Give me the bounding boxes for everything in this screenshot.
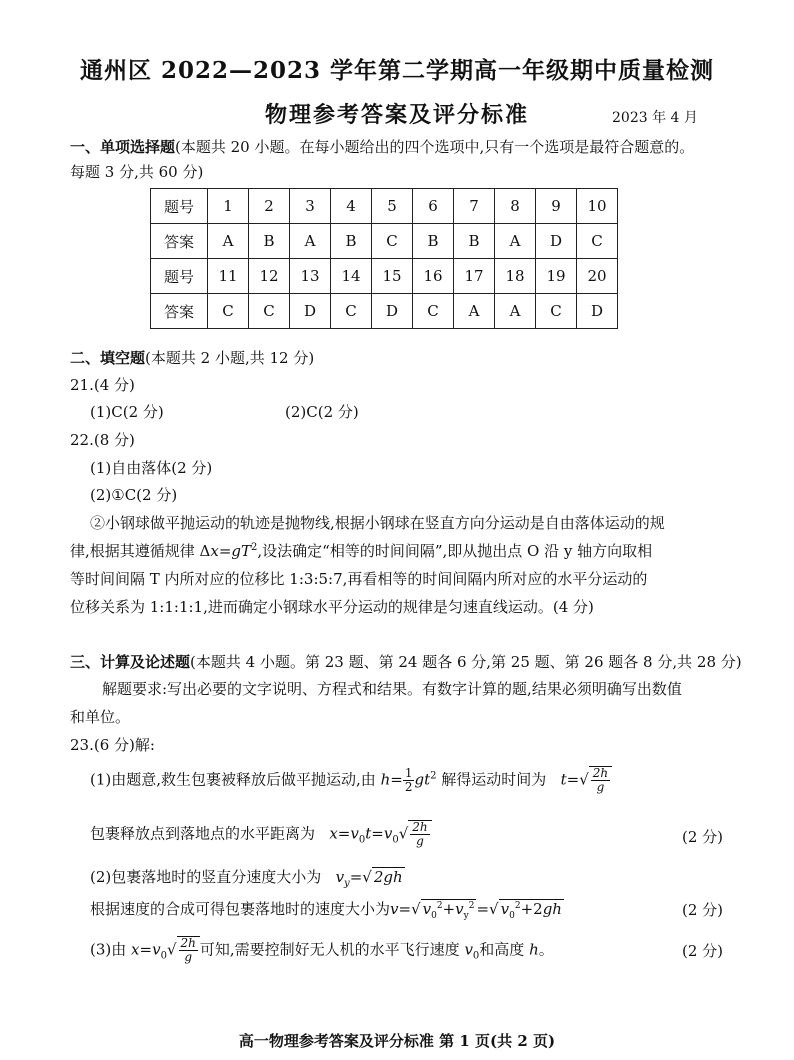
table-row xyxy=(151,224,618,259)
question-number: 3 xyxy=(290,189,331,224)
row-label: 答案 xyxy=(151,224,208,259)
score: (2 分) xyxy=(682,901,724,919)
page-subtitle: 物理参考答案及评分标准 xyxy=(264,102,529,128)
formula-fraction: $\frac{1}{2}$ xyxy=(404,766,413,794)
q22-heading: 22.(8 分) xyxy=(70,431,135,449)
answer-cell: C xyxy=(331,294,372,329)
table-row xyxy=(151,259,618,294)
formula: gT xyxy=(231,542,252,560)
question-number: 20 xyxy=(577,259,618,294)
q23-heading: 23.(6 分)解: xyxy=(70,736,155,754)
page-title: 通州区 2022—2023 学年第二学期高一年级期中质量检测 xyxy=(79,57,715,84)
answer-cell: D xyxy=(372,294,413,329)
question-number: 17 xyxy=(454,259,495,294)
section2-heading: 二、填空题 xyxy=(70,349,146,367)
table-row xyxy=(151,189,618,224)
answer-cell: B xyxy=(331,224,372,259)
formula: x xyxy=(210,542,219,560)
q21-heading: 21.(4 分) xyxy=(70,376,135,394)
section3-heading: 三、计算及论述题 xyxy=(70,653,191,671)
answer-cell: A xyxy=(208,224,249,259)
q22-text: 律,根据其遵循规律 Δ xyxy=(70,542,211,560)
answer-cell: A xyxy=(495,224,536,259)
q22-paragraph-line: ②小钢球做平抛运动的轨迹是抛物线,根据小钢球在竖直方向分运动是自由落体运动的规 xyxy=(90,514,665,532)
q23-text: 根据速度的合成可得包裹落地时的速度大小为 xyxy=(90,900,391,918)
answer-cell: A xyxy=(290,224,331,259)
answer-cell: B xyxy=(413,224,454,259)
section1-desc2: 每题 3 分,共 60 分) xyxy=(70,163,204,181)
q23-text: 解得运动时间为 xyxy=(441,770,547,789)
q22-answer-1: (1)自由落体(2 分) xyxy=(90,459,213,477)
question-number: 4 xyxy=(331,189,372,224)
section1-heading-line xyxy=(70,136,694,157)
question-number: 11 xyxy=(208,259,249,294)
q23-line-1: (1)由题意,救生包裹被释放后做平抛运动,由 h= $\frac{1}{2}$ $gt^2$ 解得运动时间为 t=√ $\frac{2h}{g}$ xyxy=(90,766,612,794)
answer-cell: C xyxy=(372,224,413,259)
answer-cell: B xyxy=(454,224,495,259)
score: (2 分) xyxy=(682,942,724,960)
question-number: 9 xyxy=(536,189,577,224)
question-number: 13 xyxy=(290,259,331,294)
formula: $v_y$ xyxy=(335,868,350,889)
question-number: 14 xyxy=(331,259,372,294)
question-number: 12 xyxy=(249,259,290,294)
q23-text: (1)由题意,救生包裹被释放后做平抛运动,由 xyxy=(90,770,376,789)
question-number: 18 xyxy=(495,259,536,294)
question-number: 1 xyxy=(208,189,249,224)
answer-cell: C xyxy=(536,294,577,329)
requirements-line: 和单位。 xyxy=(70,708,131,726)
date: 2023 年 4 月 xyxy=(612,110,698,126)
row-label: 答案 xyxy=(151,294,208,329)
q22-paragraph-line: 位移关系为 1:1:1:1,进而确定小钢球水平分运动的规律是匀速直线运动。(4 分) xyxy=(70,598,594,616)
section3-heading-line xyxy=(70,651,742,672)
q22-paragraph-line: 等时间间隔 T 内所对应的位移比 1:3:5:7,再看相等的时间间隔内所对应的水平分运动的 xyxy=(70,570,648,588)
formula: v xyxy=(390,900,399,918)
q23-text: 包裹释放点到落地点的水平距离为 xyxy=(90,824,316,843)
q23-text: 和高度 xyxy=(479,940,525,959)
question-number: 6 xyxy=(413,189,454,224)
q21-answer-2: (2)C(2 分) xyxy=(285,403,359,421)
requirements-line: 解题要求:写出必要的文字说明、方程式和结果。有数字计算的题,结果必须明确写出数值 xyxy=(102,680,682,698)
q22-paragraph-line: 律,根据其遵循规律 $\Delta x=gT^2$,设法确定“相等的时间间隔”,即从抛出点 O 沿 y 轴方向取相 xyxy=(70,542,653,560)
row-label: 题号 xyxy=(151,189,208,224)
question-number: 5 xyxy=(372,189,413,224)
q23-text: (3)由 xyxy=(90,940,127,959)
q21-answer-1: (1)C(2 分) xyxy=(90,403,164,421)
question-number: 16 xyxy=(413,259,454,294)
q23-text: (2)包裹落地时的竖直分速度大小为 xyxy=(90,868,322,886)
answer-cell: D xyxy=(577,294,618,329)
section2-desc: (本题共 2 小题,共 12 分) xyxy=(145,349,315,367)
section3-desc: (本题共 4 小题。第 23 题、第 24 题各 6 分,第 25 题、第 26 题各 8 分,共 28 分) xyxy=(190,653,742,671)
question-number: 15 xyxy=(372,259,413,294)
answer-cell: C xyxy=(413,294,454,329)
question-number: 2 xyxy=(249,189,290,224)
q23-line-2: 包裹释放点到落地点的水平距离为 $x=v_0t=v_0√$ $\frac{2h}{g}$ xyxy=(90,820,432,848)
answer-cell: C xyxy=(249,294,290,329)
q23-text: 可知,需要控制好无人机的水平飞行速度 xyxy=(199,940,460,959)
answer-cell: C xyxy=(577,224,618,259)
q23-line-3: (2)包裹落地时的竖直分速度大小为 $v_y=√$ 2gh xyxy=(90,868,403,889)
question-number: 19 xyxy=(536,259,577,294)
formula: h xyxy=(380,770,391,789)
question-number: 7 xyxy=(454,189,495,224)
row-label: 题号 xyxy=(151,259,208,294)
question-number: 8 xyxy=(495,189,536,224)
answer-cell: A xyxy=(454,294,495,329)
section2-heading-line xyxy=(70,347,314,368)
section1-heading: 一、单项选择题 xyxy=(70,138,176,156)
answer-cell: A xyxy=(495,294,536,329)
page-footer: 高一物理参考答案及评分标准 第 1 页(共 2 页) xyxy=(238,1032,556,1050)
question-number: 10 xyxy=(577,189,618,224)
q23-line-4: 根据速度的合成可得包裹落地时的速度大小为v=√ $v_0^2+v_y^2$ =√ $v_0^2+2gh$ xyxy=(90,900,562,921)
answer-cell: C xyxy=(208,294,249,329)
formula: x xyxy=(329,824,338,843)
formula: t xyxy=(560,770,567,789)
table-row xyxy=(151,294,618,329)
section1-desc: (本题共 20 小题。在每小题给出的四个选项中,只有一个选项是最符合题意的。 xyxy=(175,138,695,156)
answer-table xyxy=(150,188,618,329)
answer-cell: B xyxy=(249,224,290,259)
answer-cell: D xyxy=(536,224,577,259)
score: (2 分) xyxy=(682,828,724,846)
answer-cell: D xyxy=(290,294,331,329)
q22-text: ,设法确定“相等的时间间隔”,即从抛出点 O 沿 y 轴方向取相 xyxy=(257,542,653,560)
q23-line-5: (3)由 $x=v_0√$ $\frac{2h}{g}$ 可知,需要控制好无人机的水平飞行速度 $v_0$和高度 h。 xyxy=(90,936,554,964)
formula: x xyxy=(131,940,140,959)
q22-answer-2: (2)①C(2 分) xyxy=(90,486,178,504)
